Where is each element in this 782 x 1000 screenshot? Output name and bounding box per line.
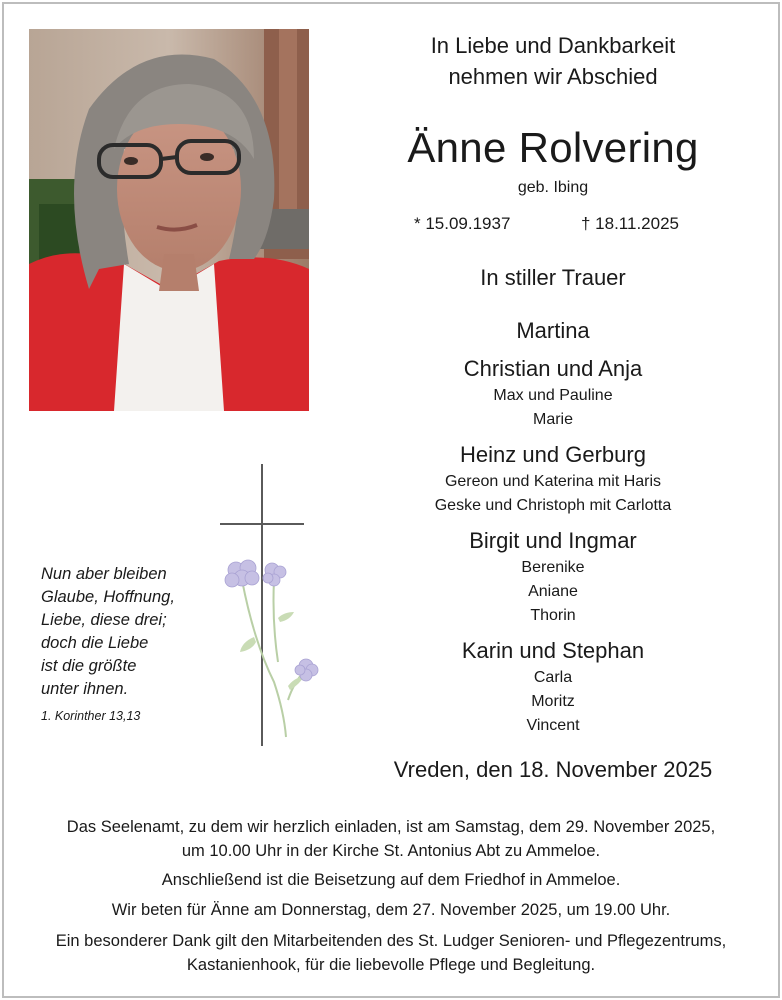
service-line: Das Seelenamt, zu dem wir herzlich einladen, ist am Samstag, dem 29. November 2025, (66, 818, 716, 836)
burial-info (8, 868, 774, 892)
thanks-info (8, 929, 774, 977)
quote-line: Glaube, Hoffnung, (41, 588, 175, 606)
family-head: Karin und Stephan (461, 638, 645, 663)
family-member: Thorin (530, 607, 576, 624)
quote-line: Nun aber bleiben (41, 565, 167, 583)
bible-quote (41, 563, 211, 725)
quote-line: ist die größte (41, 657, 137, 675)
family-member: Vincent (526, 717, 580, 734)
quote-line: Liebe, diese drei; (41, 611, 167, 629)
family-head: Birgit und Ingmar (469, 528, 637, 553)
intro-line: In Liebe und Dankbarkeit (430, 33, 676, 58)
service-info (8, 815, 774, 863)
birth-date: * 15.09.1937 (414, 214, 511, 233)
portrait-photo (29, 29, 309, 411)
maiden-name: geb. Ibing (517, 179, 589, 196)
family-group (330, 316, 776, 346)
intro-line: nehmen wir Abschied (448, 64, 658, 89)
service-line: um 10.00 Uhr in der Kirche St. Antonius Abt zu Ammeloe. (181, 842, 601, 860)
family-group (330, 636, 776, 738)
family-group (330, 354, 776, 432)
cross-with-flowers-icon (214, 462, 324, 757)
quote-reference: 1. Korinther 13,13 (41, 709, 141, 723)
quote-line: doch die Liebe (41, 634, 149, 652)
family-member: Moritz (531, 693, 575, 710)
quote-line: unter ihnen. (41, 680, 129, 698)
family-member: Aniane (528, 583, 578, 600)
family-member: Marie (532, 411, 573, 428)
prayer-line: Wir beten für Änne am Donnerstag, dem 27. November 2025, um 19.00 Uhr. (111, 901, 671, 919)
family-head: Christian und Anja (463, 356, 643, 381)
family-member: Gereon und Katerina mit Haris (444, 473, 662, 490)
family-member: Max und Pauline (493, 387, 613, 404)
thanks-line: Ein besonderer Dank gilt den Mitarbeitenden des St. Ludger Senioren- und Pflegezentrums, (55, 932, 727, 950)
mourning-heading: In stiller Trauer (480, 265, 626, 290)
family-member: Carla (533, 669, 573, 686)
place-and-date: Vreden, den 18. November 2025 (393, 757, 713, 782)
prayer-info (8, 898, 774, 922)
intro-text (330, 30, 776, 92)
death-date: † 18.11.2025 (581, 214, 679, 233)
thanks-line: Kastanienhook, für die liebevolle Pflege und Begleitung. (186, 956, 596, 974)
family-member: Berenike (521, 559, 585, 576)
deceased-name: Änne Rolvering (407, 124, 699, 171)
family-group (330, 526, 776, 628)
burial-line: Anschließend ist die Beisetzung auf dem Friedhof in Ammeloe. (161, 871, 621, 889)
family-member: Geske und Christoph mit Carlotta (434, 497, 672, 514)
family-head: Heinz und Gerburg (460, 442, 646, 467)
family-group (330, 440, 776, 518)
family-head: Martina (516, 318, 590, 343)
